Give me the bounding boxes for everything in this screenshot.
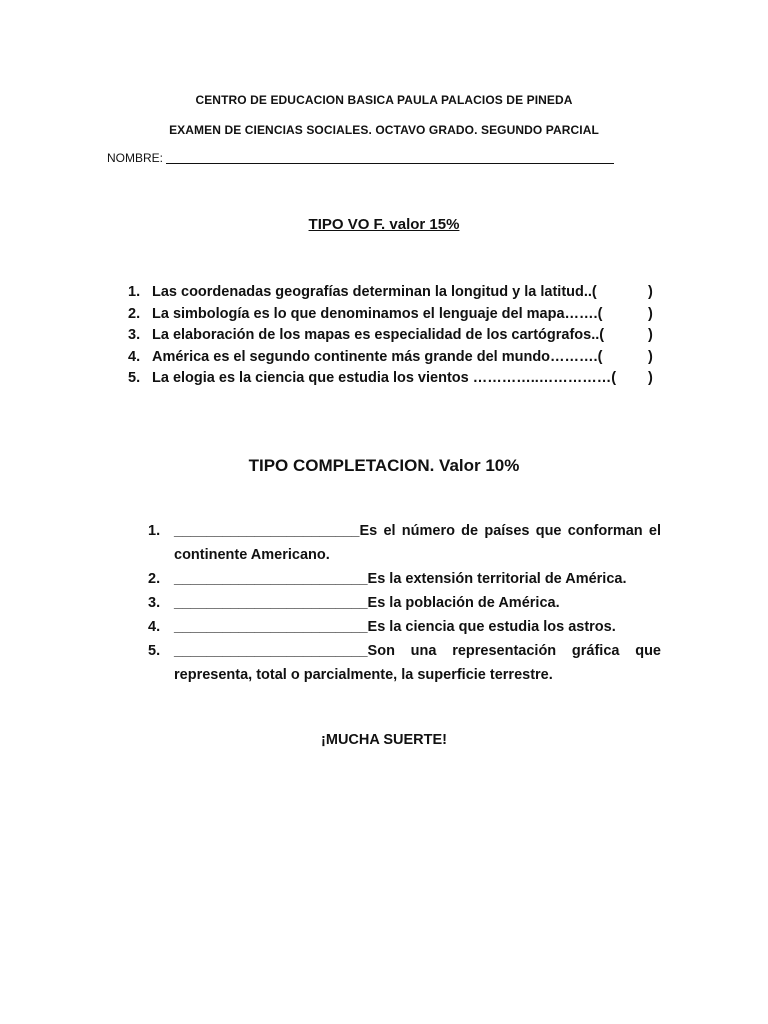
item-text: ________________________Es la extensión territorial de América.	[174, 571, 627, 587]
item-text: _______________________Es el número de países que conforman el continente Americano.	[174, 523, 661, 563]
name-blank-line[interactable]	[166, 151, 614, 164]
item-number: 1.	[148, 523, 161, 539]
item-number: 5.	[148, 643, 161, 659]
item-number: 1.	[128, 284, 141, 300]
item-number: 3.	[148, 595, 161, 611]
answer-paren-close: )	[648, 370, 653, 386]
item-text: Las coordenadas geografías determinan la longitud y la latitud..(	[152, 284, 597, 300]
item-number: 4.	[148, 619, 161, 635]
item-number: 3.	[128, 327, 141, 343]
item-text: ________________________Es la ciencia que estudia los astros.	[174, 619, 616, 635]
list-item	[148, 591, 661, 615]
school-name: CENTRO DE EDUCACION BASICA PAULA PALACIOS DE PINEDA	[195, 93, 573, 107]
item-text: La simbología es lo que denominamos el lenguaje del mapa…….(	[152, 305, 603, 322]
completion-list	[148, 519, 661, 687]
item-text: ________________________Son una representación gráfica que representa, total o parcialmente, la superficie terrestre.	[174, 643, 661, 683]
item-text: La elogia es la ciencia que estudia los vientos …………..……………(	[152, 370, 617, 386]
true-false-title: TIPO VO F. valor 15%	[308, 216, 460, 233]
item-text: La elaboración de los mapas es especialidad de los cartógrafos..(	[152, 327, 605, 343]
name-field	[107, 151, 614, 165]
list-item	[148, 639, 661, 687]
item-number: 5.	[128, 370, 141, 386]
answer-paren-close: )	[648, 327, 653, 343]
list-item	[148, 567, 661, 591]
list-item	[148, 615, 661, 639]
item-number: 2.	[128, 305, 141, 322]
closing-message: ¡MUCHA SUERTE!	[321, 732, 447, 748]
list-item	[148, 519, 661, 567]
answer-paren-close: )	[648, 305, 653, 322]
item-text: América es el segundo continente más grande del mundo……….(	[152, 348, 603, 365]
completion-title: TIPO COMPLETACION. Valor 10%	[248, 456, 520, 475]
item-number: 2.	[148, 571, 161, 587]
item-number: 4.	[128, 348, 141, 365]
answer-paren-close: )	[648, 284, 653, 300]
answer-paren-close: )	[648, 348, 653, 365]
exam-title: EXAMEN DE CIENCIAS SOCIALES. OCTAVO GRADO. SEGUNDO PARCIAL	[169, 123, 599, 137]
name-label: NOMBRE:	[107, 151, 164, 165]
item-text: ________________________Es la población de América.	[174, 595, 560, 611]
